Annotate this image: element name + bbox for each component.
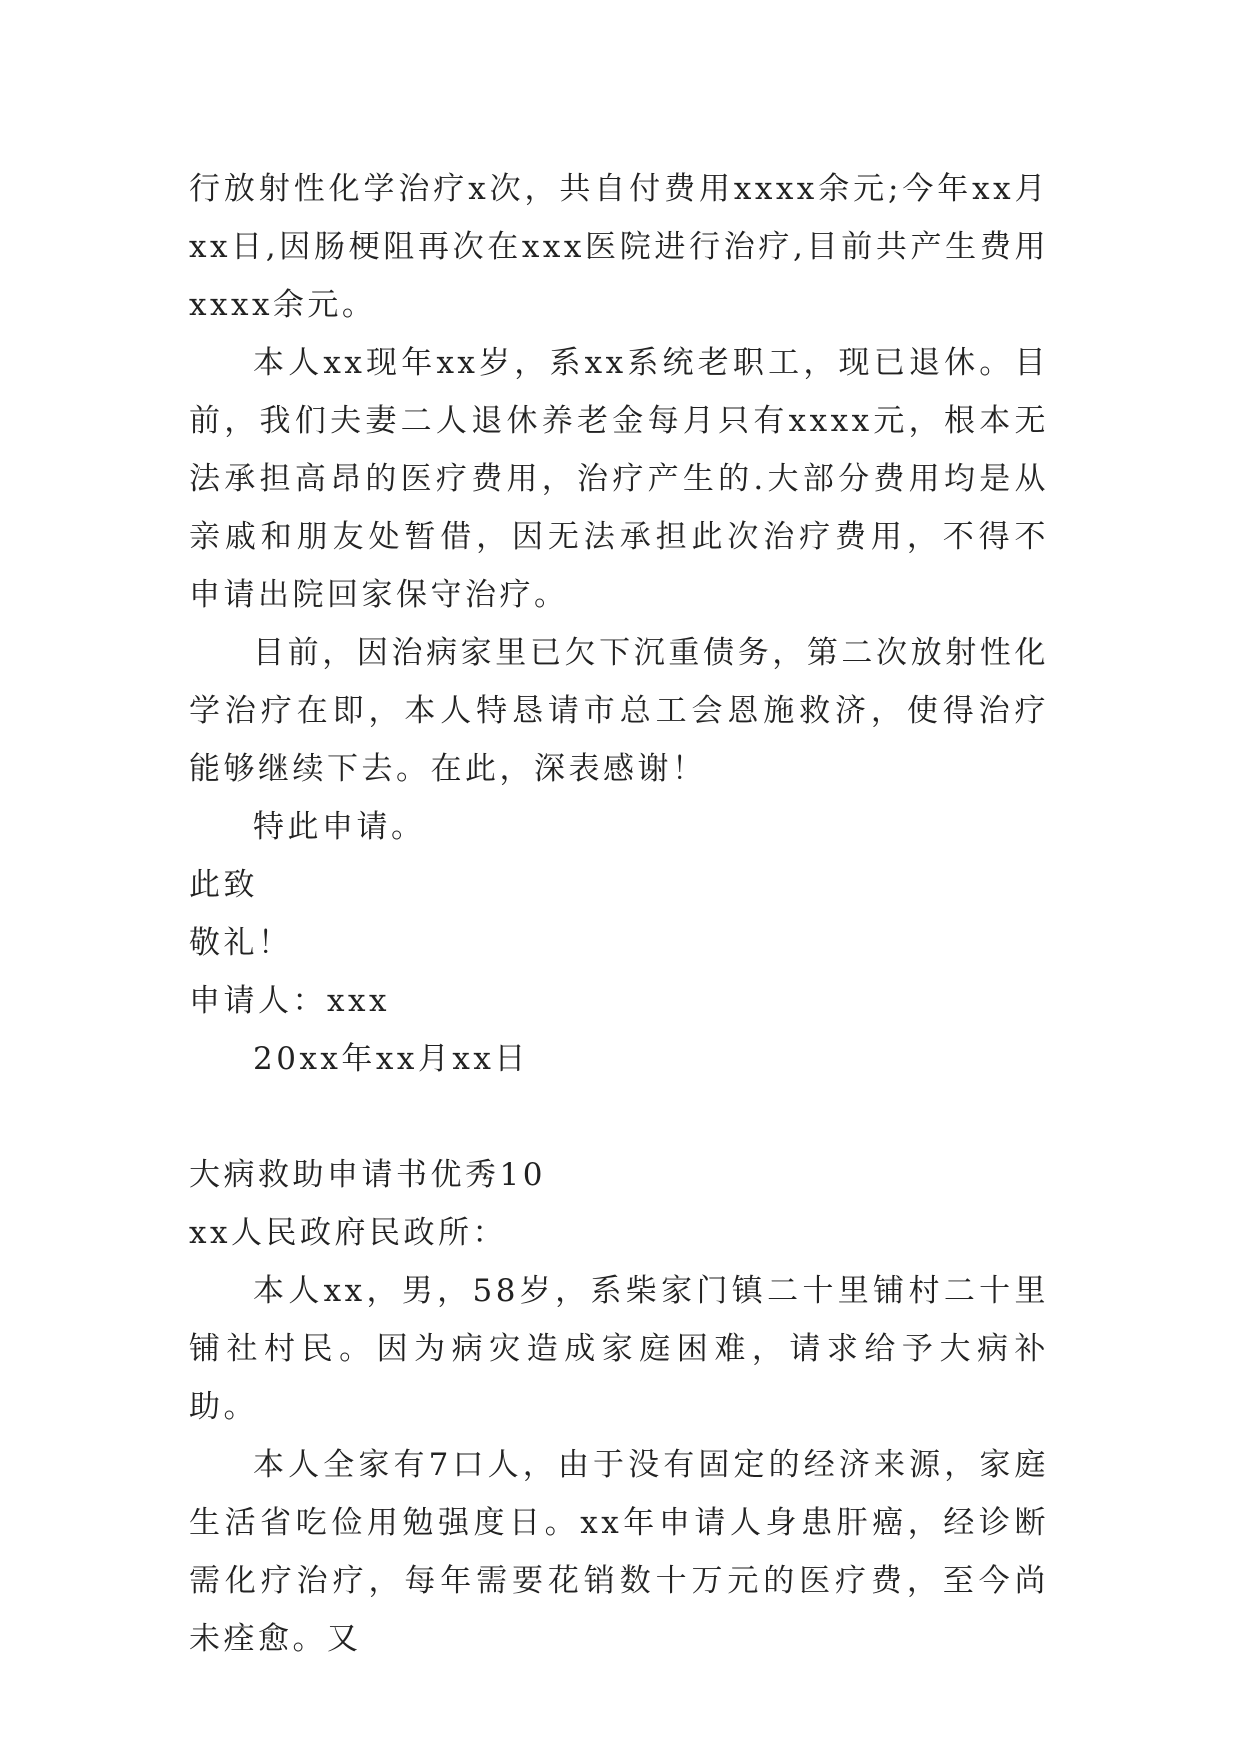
paragraph-retired-situation: 本人xx现年xx岁，系xx系统老职工，现已退休。目前，我们夫妻二人退休养老金每月只有xxxx元，根本无法承担高昂的医疗费用，治疗产生的.大部分费用均是从亲戚和朋友处暂借，因无法承担此次治疗费用，不得不申请出院回家保守治疗。	[189, 345, 1049, 613]
document-body	[189, 160, 1049, 1668]
closing-statement: 特此申请。	[253, 809, 426, 845]
applicant-signature: 申请人：xxx	[189, 983, 390, 1019]
paragraph-relief-request: 目前，因治病家里已欠下沉重债务，第二次放射性化学治疗在即，本人特恳请市总工会恩施救济，使得治疗能够继续下去。在此，深表感谢！	[189, 635, 1049, 787]
addressee-line: xx人民政府民政所：	[189, 1215, 507, 1251]
paragraph-treatment-costs: 行放射性化学治疗x次，共自付费用xxxx余元;今年xx月xx日,因肠梗阻再次在xxx医院进行治疗,目前共产生费用xxxx余元。	[189, 171, 1049, 323]
section-divider-space	[189, 1088, 1049, 1146]
salutation-cizhi: 此致	[189, 867, 258, 903]
application-date: 20xx年xx月xx日	[253, 1041, 529, 1077]
section-heading: 大病救助申请书优秀10	[189, 1157, 546, 1193]
paragraph-family-situation: 本人全家有7口人，由于没有固定的经济来源，家庭生活省吃俭用勉强度日。xx年申请人身患肝癌，经诊断需化疗治疗，每年需要花销数十万元的医疗费，至今尚未痊愈。又	[189, 1447, 1049, 1657]
salutation-jingli: 敬礼！	[189, 925, 293, 961]
paragraph-applicant-intro: 本人xx，男，58岁，系柴家门镇二十里铺村二十里铺社村民。因为病灾造成家庭困难，请求给予大病补助。	[189, 1273, 1049, 1425]
